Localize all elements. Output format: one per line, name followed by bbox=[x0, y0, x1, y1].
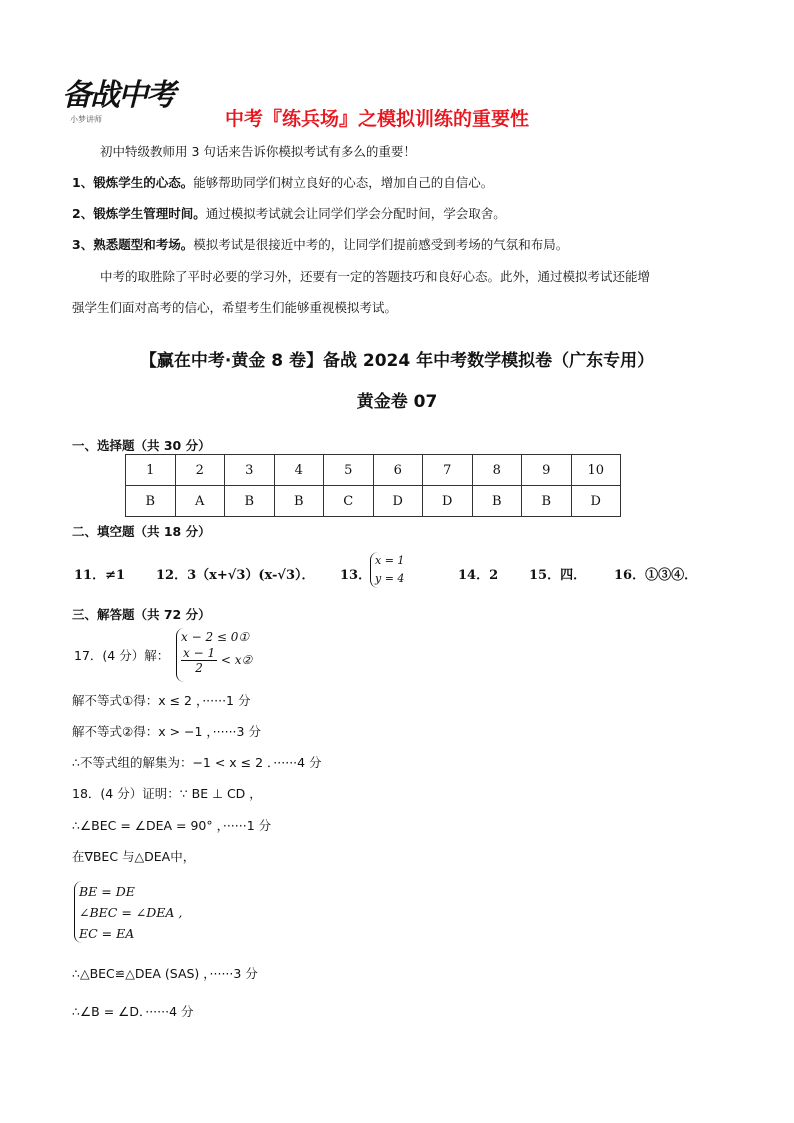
question-number-cell: 3 bbox=[225, 455, 275, 486]
q17-step3: ∴不等式组的解集为：−1 < x ≤ 2 ．······4 分 bbox=[72, 755, 322, 770]
answer-q13-label: 13． bbox=[340, 568, 372, 583]
intro-point-2 bbox=[72, 208, 506, 221]
answer-cell: B bbox=[126, 486, 176, 517]
question-number-cell: 6 bbox=[373, 455, 423, 486]
q17-ineq2 bbox=[181, 646, 252, 675]
intro-closing-line1: 中考的取胜除了平时必要的学习外，还要有一定的答题技巧和良好心态。此外，通过模拟考试还能增 bbox=[100, 269, 651, 284]
q18-step2: 在∇BEC 与△DEA中， bbox=[72, 849, 196, 864]
intro-point-head: 3、熟悉题型和考场。 bbox=[72, 237, 194, 252]
answer-cell: B bbox=[522, 486, 572, 517]
intro-point-head: 2、锻炼学生管理时间。 bbox=[72, 206, 206, 221]
answer-cell: D bbox=[423, 486, 473, 517]
q17-label: 17．(4 分）解： bbox=[74, 648, 170, 663]
question-number-cell: 8 bbox=[472, 455, 522, 486]
question-number-cell: 2 bbox=[175, 455, 225, 486]
answer-cell: B bbox=[225, 486, 275, 517]
answer-q14: 14．2 bbox=[458, 568, 499, 583]
answer-q12: 12．3（x+√3）(x-√3）． bbox=[156, 568, 315, 583]
question-number-cell: 1 bbox=[126, 455, 176, 486]
section2-title: 二、填空题（共 18 分） bbox=[72, 524, 211, 539]
section1-title: 一、选择题（共 30 分） bbox=[72, 438, 211, 453]
logo bbox=[62, 70, 222, 130]
q18-sys-line1: BE = DE bbox=[79, 884, 135, 899]
logo-text: 备战中考 bbox=[62, 78, 174, 113]
q18-step4: ∴∠B = ∠D．······4 分 bbox=[72, 1004, 194, 1019]
logo-subtext: 小梦讲师 bbox=[70, 115, 102, 124]
q18-system bbox=[74, 881, 182, 943]
answer-q11: 11．≠1 bbox=[74, 568, 126, 583]
q17-fraction-numerator: x − 1 bbox=[183, 646, 216, 660]
intro-lead: 初中特级教师用 3 句话来告诉你模拟考试有多么的重要！ bbox=[100, 144, 416, 159]
answer-q13-line2: y = 4 bbox=[375, 572, 405, 585]
section3-title: 三、解答题（共 72 分） bbox=[72, 607, 211, 622]
question-number-cell: 10 bbox=[571, 455, 621, 486]
answer-table-answers-row bbox=[126, 486, 621, 517]
answer-cell: A bbox=[175, 486, 225, 517]
banner-title: 中考『练兵场』之模拟训练的重要性 bbox=[225, 108, 530, 130]
question-number-cell: 5 bbox=[324, 455, 374, 486]
intro-point-3 bbox=[72, 239, 568, 252]
answer-table bbox=[125, 454, 621, 517]
question-number-cell: 9 bbox=[522, 455, 572, 486]
q17-system bbox=[176, 628, 252, 682]
q18-step3: ∴△BEC≌△DEA (SAS) ，······3 分 bbox=[72, 966, 258, 981]
q17-step1: 解不等式①得：x ≤ 2 ，······1 分 bbox=[72, 693, 251, 708]
intro-point-1 bbox=[72, 177, 493, 190]
q17-fraction bbox=[181, 646, 217, 675]
q17-ineq2-rest: < x② bbox=[220, 653, 253, 667]
document-title: 【赢在中考·黄金 8 卷】备战 2024 年中考数学模拟卷（广东专用） bbox=[139, 351, 655, 371]
q18-sys-line2: ∠BEC = ∠DEA , bbox=[79, 905, 183, 920]
q18-sys-line3: EC = EA bbox=[79, 926, 135, 941]
q17-fraction-denominator: 2 bbox=[195, 661, 203, 675]
q18-step1: ∴∠BEC = ∠DEA = 90° ，······1 分 bbox=[72, 818, 272, 833]
question-number-cell: 4 bbox=[274, 455, 324, 486]
answer-table-numbers-row bbox=[126, 455, 621, 486]
answer-q13-line1: x = 1 bbox=[375, 554, 405, 567]
q17-step2: 解不等式②得：x > −1 ，······3 分 bbox=[72, 724, 261, 739]
answer-q15: 15．四． bbox=[529, 568, 587, 583]
question-number-cell: 7 bbox=[423, 455, 473, 486]
answer-q16: 16．①③④． bbox=[614, 568, 698, 583]
intro-point-body: 能够帮助同学们树立良好的心态，增加自己的自信心。 bbox=[193, 175, 494, 190]
intro-point-head: 1、锻炼学生的心态。 bbox=[72, 175, 194, 190]
answer-cell: B bbox=[472, 486, 522, 517]
q17-ineq1: x − 2 ≤ 0① bbox=[181, 630, 250, 644]
document-subtitle: 黄金卷 07 bbox=[356, 392, 438, 412]
answer-cell: D bbox=[373, 486, 423, 517]
intro-point-body: 模拟考试是很接近中考的，让同学们提前感受到考场的气氛和布局。 bbox=[193, 237, 569, 252]
answer-cell: B bbox=[274, 486, 324, 517]
q18-label: 18．(4 分）证明：∵ BE ⊥ CD ， bbox=[72, 786, 262, 801]
intro-closing-line2: 强学生们面对高考的信心，希望考生们能够重视模拟考试。 bbox=[72, 300, 398, 315]
answer-cell: C bbox=[324, 486, 374, 517]
answer-cell: D bbox=[571, 486, 621, 517]
answer-q13-system bbox=[370, 552, 404, 588]
intro-point-body: 通过模拟考试就会让同学们学会分配时间，学会取舍。 bbox=[205, 206, 506, 221]
